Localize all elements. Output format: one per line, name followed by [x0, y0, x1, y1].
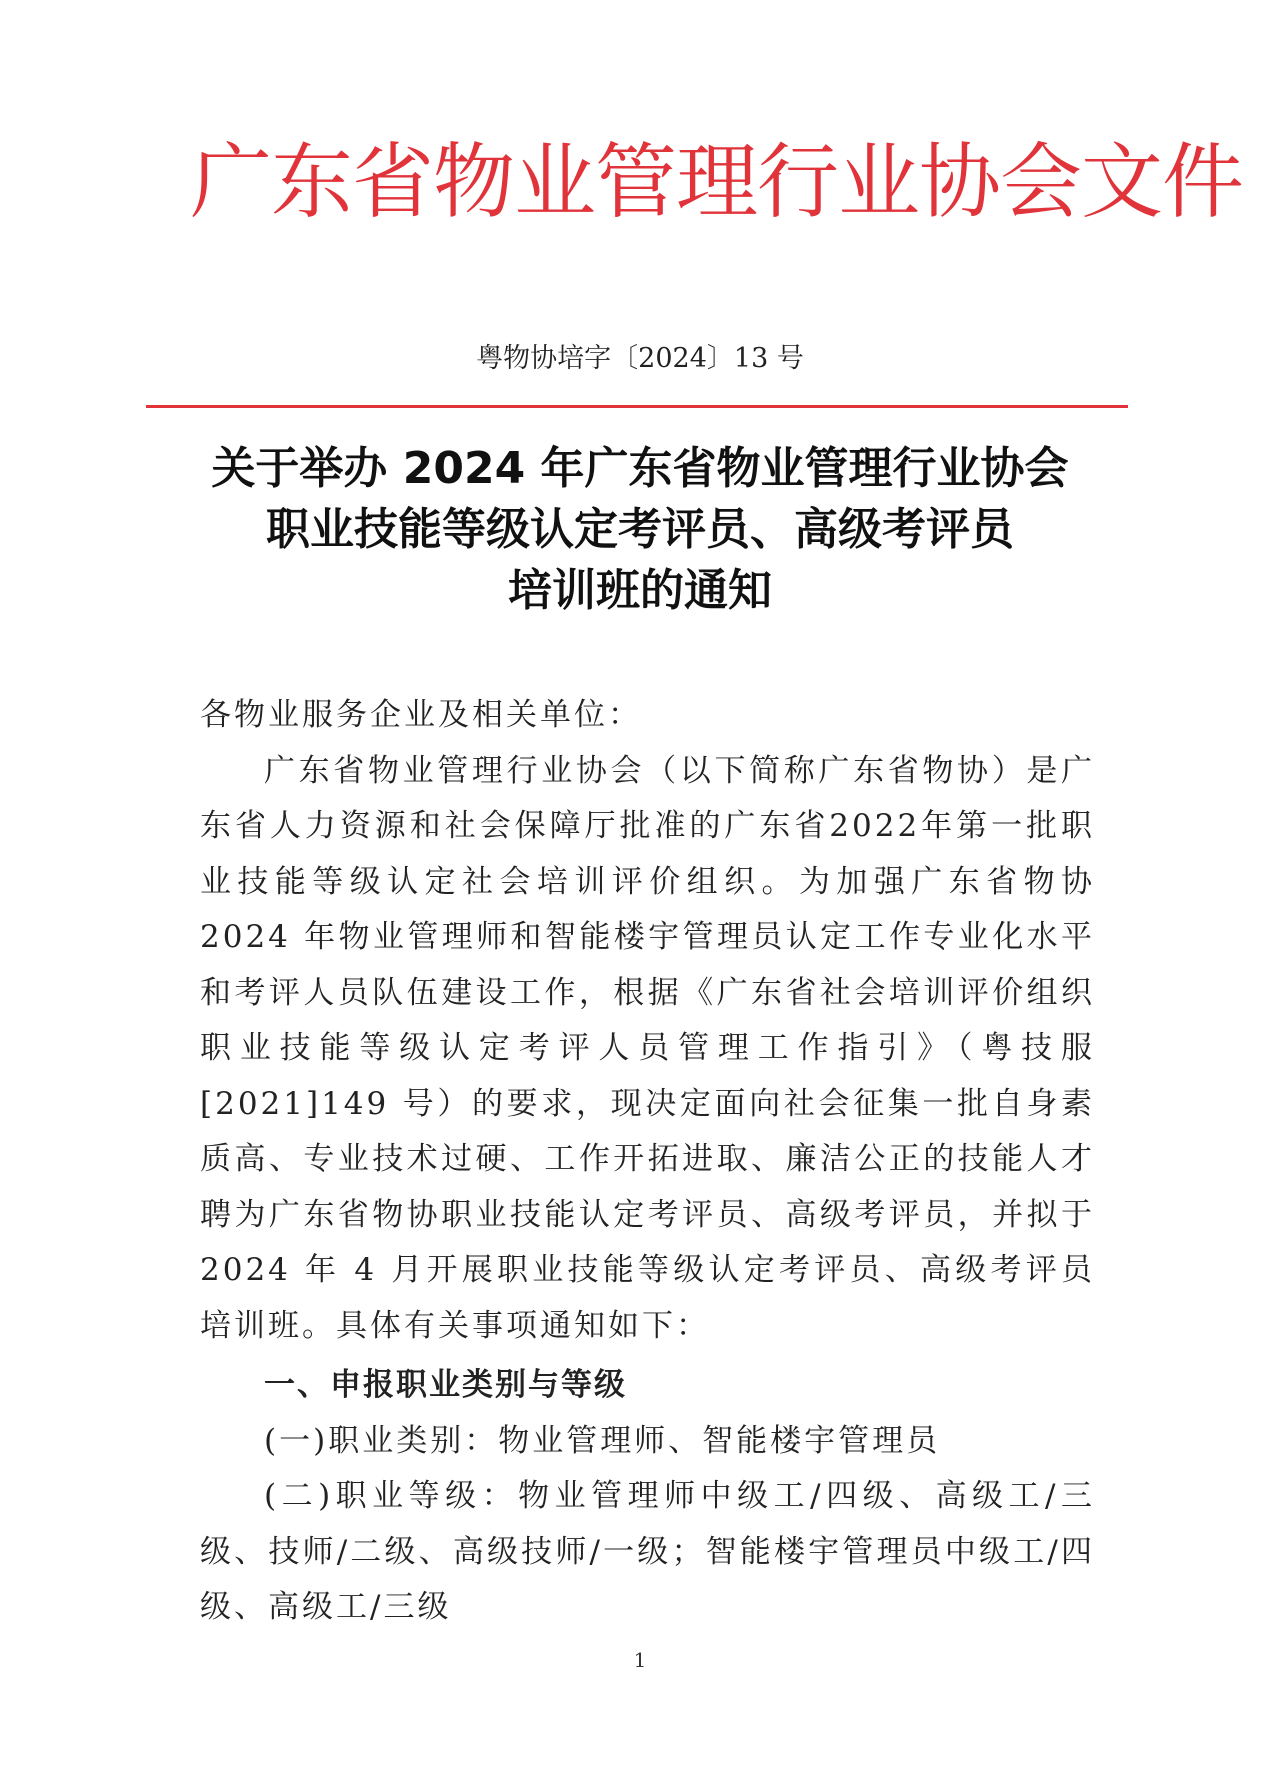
salutation: 各物业服务企业及相关单位：: [200, 697, 642, 733]
section-heading-1: 一、申报职业类别与等级: [264, 1367, 627, 1403]
notice-title-line-2: 职业技能等级认定考评员、高级考评员: [266, 504, 1014, 555]
occupation-category-item: (一)职业类别：物业管理师、智能楼宇管理员: [264, 1422, 941, 1459]
notice-title: [150, 438, 1130, 621]
notice-title-line-3: 培训班的通知: [508, 565, 772, 616]
notice-title-line-1: 关于举办 2024 年广东省物业管理行业协会: [211, 443, 1069, 494]
document-number: 粤物协培字〔2024〕13 号: [476, 343, 804, 374]
notice-body: [200, 688, 1095, 1636]
page-number: 1: [633, 1648, 647, 1672]
red-divider-line: [146, 405, 1128, 408]
organization-header: 广东省物业管理行业协会文件: [190, 135, 1244, 230]
intro-paragraph: 广东省物业管理行业协会（以下简称广东省物协）是广东省人力资源和社会保障厅批准的广东省2022年第一批职业技能等级认定社会培训评价组织。为加强广东省物协 2024 年物业管理师和智能楼宇管理员认定工作专业化水平和考评人员队伍建设工作，根据《广东省社会培训评价组织职业技能等级认定考评人员管理工作指引》（粤技服[2021]149 号）的要求，现决定面向社会征集一批自身素质高、专业技术过硬、工作开拓进取、廉洁公正的技能人才聘为广东省物协职业技能认定考评员、高级考评员，并拟于 2024 年 4 月开展职业技能等级认定考评员、高级考评员培训班。具体有关事项通知如下：: [200, 752, 1095, 1344]
occupation-level-item: (二)职业等级：物业管理师中级工/四级、高级工/三级、技师/二级、高级技师/一级；智能楼宇管理员中级工/四级、高级工/三级: [200, 1478, 1095, 1625]
